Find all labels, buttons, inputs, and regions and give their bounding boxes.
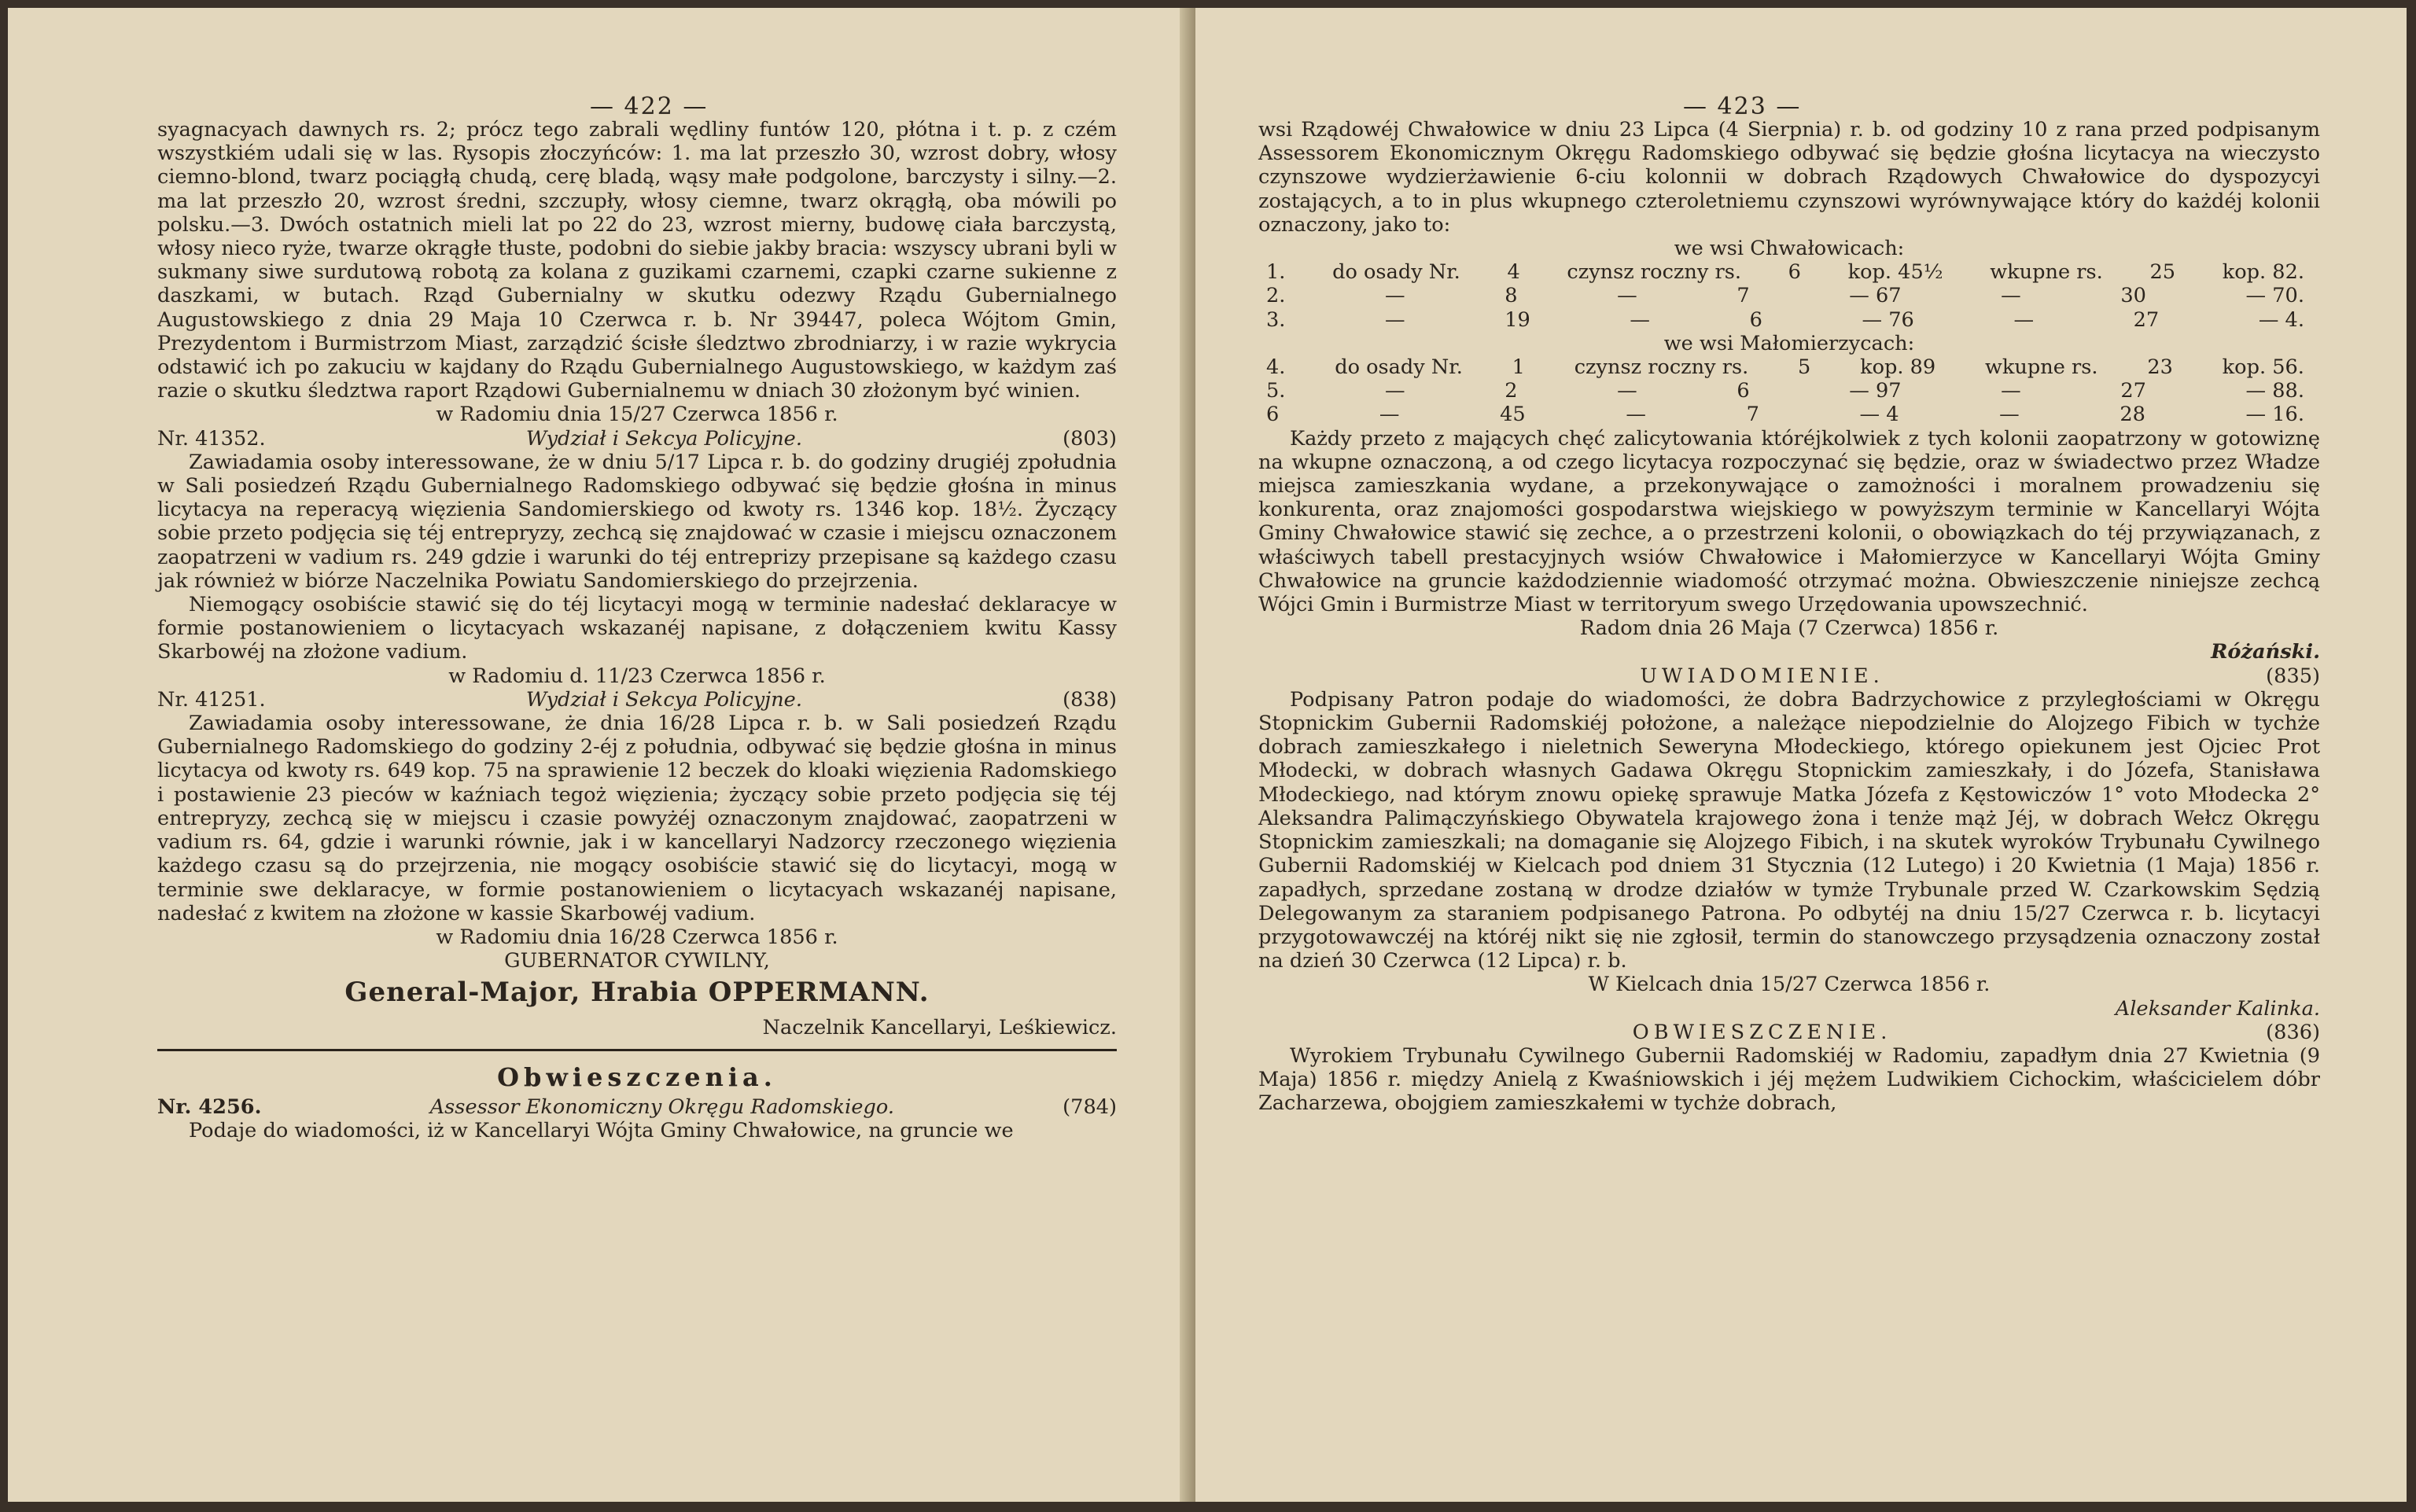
governor-name: General-Major, Hrabia OPPERMANN. bbox=[344, 977, 930, 1009]
notice-title: OBWIESZCZENIE. bbox=[1632, 1020, 1892, 1044]
right-page-text bbox=[1258, 118, 2320, 1116]
section-title: Obwieszczenia. bbox=[497, 1061, 777, 1092]
table-cell: wkupne rs. bbox=[1990, 260, 2103, 285]
table-cell: — 4 bbox=[1859, 403, 1899, 427]
table-cell: 2 bbox=[1504, 379, 1518, 403]
table-row bbox=[1258, 260, 2320, 284]
table-cell: — bbox=[1617, 379, 1637, 403]
notice-code: (836) bbox=[2266, 1020, 2320, 1044]
left-page bbox=[8, 8, 1188, 1502]
table-cell: — 67 bbox=[1849, 284, 1902, 308]
notice-department: Wydział i Sekcya Policyjne. bbox=[525, 687, 802, 712]
table-cell: — bbox=[1385, 379, 1405, 403]
paragraph: wsi Rządowéj Chwałowice w dniu 23 Lipca (4 Sierpnia) r. b. od godziny 10 z rana przed podpisanym Assessorem Ekonomicznym Okręgu Radomskiego odbywać się będzie głośna licytacya na wieczysto czynszowe wydzierżawienie 6-ciu kolonnii w dobrach Rządowych Chwałowice do dyspozycyi zostających, a to in plus wkupnego czteroletniemu czynszowi wyrównywające który do każdéj kolonii oznaczony, jako to: bbox=[1258, 118, 2320, 237]
table-cell: — 97 bbox=[1849, 379, 1902, 403]
table-cell: kop. 82. bbox=[2222, 260, 2304, 285]
table-cell: 25 bbox=[2149, 260, 2176, 285]
table-cell: — bbox=[1999, 403, 2020, 427]
left-page-text bbox=[157, 118, 1117, 1142]
table-cell: 2. bbox=[1266, 284, 1286, 308]
village-heading: we wsi Chwałowicach: bbox=[1674, 237, 1905, 261]
table-cell: kop. 89 bbox=[1860, 355, 1936, 380]
table-cell: 6 bbox=[1788, 260, 1801, 285]
table-cell: 1. bbox=[1266, 260, 1286, 285]
table-cell: czynsz roczny rs. bbox=[1567, 260, 1741, 285]
table-cell: 19 bbox=[1504, 307, 1530, 332]
paragraph: Podpisany Patron podaje do wiadomości, że dobra Badrzychowice z przyległościami w Okręgu Stopnickim Gubernii Radomskiéj położone, a należące niepodzielnie do Alojzego Fibich w tychże dobrach zamieszkałego i nieletnich Seweryna Młodeckiego, którego opiekunem jest Ojciec Prot Młodecki, w dobrach własnych Gadawa Okręgu Stopnickim zamieszkały, i do Józefa, Stanisława Młodeckiego, nad którym znowu opiekę sprawuje Matka Józefa z Kęstowiczów 1° voto Młodecka 2° Aleksandra Palimączyńskiego Obywatela krajowego żona i tenże mąż Jéj, w dobrach Wełcz Okręgu Stopnickim zamieszkali; na domaganie się Alojzego Fibich, i na skutek wyroków Trybunału Cywilnego Gubernii Radomskiéj w Kielcach pod dniem 31 Stycznia (12 Lutego) i 20 Kwietnia (1 Maja) 1856 r. zapadłych, sprzedane zostaną w drodze działów w tymże Trybunale przed W. Czarkowskim Sędzią Delegowanym za staraniem podpisanego Patrona. Po odbytéj na dniu 15/27 Czerwca r. b. licytacyi przygotowawczéj na któréj nikt się nie zgłosił, termin do stanowczego przysądzenia oznaczony został na dzień 30 Czerwca (12 Lipca) r. b. bbox=[1258, 687, 2320, 973]
paragraph: syagnacyach dawnych rs. 2; prócz tego zabrali wędliny funtów 120, płótna i t. p. z czém wszystkiém udali się w las. Rysopis złoczyńców: 1. ma lat przeszło 30, wzrost dobry, włosy ciemno-blond, twarz pociągłą chudą, cerę bladą, wąsy małe podgolone, barczysty i silny.—2. ma lat przeszło 20, wzrost średni, szczupły, włosy ciemne, twarz okrągłą, oba mówili po polsku.—3. Dwóch ostatnich mieli lat po 22 do 23, wzrost mierny, budowę ciała barczystą, włosy nieco ryże, twarze okrągłe tłuste, podobni do siebie jakby bracia: wszyscy ubrani byli w sukmany siwe surdutową robotą za kolana z guzikami czarnemi, czapki czarne sukienne z daszkami, w butach. Rząd Gubernialny w skutku odezwy Rządu Gubernialnego Augustowskiego z dnia 29 Maja 10 Czerwca r. b. Nr 39447, poleca Wójtom Gmin, Prezydentom i Burmistrzom Miast, zarządzić ścisłe śledztwo zbrodniarzy, i w razie wykrycia odstawić ich po zakuciu w kajdany do Rządu Gubernialnego Augustowskiego, w każdym zaś razie o skutku śledztwa raport Rządowi Gubernialnemu w dniach 30 złożonym być winien. bbox=[157, 118, 1117, 403]
table-cell: 28 bbox=[2120, 403, 2145, 427]
village-heading: we wsi Małomierzycach: bbox=[1663, 331, 1915, 355]
date-line: w Radomiu dnia 15/27 Czerwca 1856 r. bbox=[436, 403, 838, 427]
table-cell: — bbox=[1630, 307, 1651, 332]
table-cell: 5 bbox=[1798, 355, 1811, 380]
notice-code: (838) bbox=[1063, 687, 1117, 712]
date-line: w Radomiu d. 11/23 Czerwca 1856 r. bbox=[448, 664, 826, 688]
table-row bbox=[1258, 308, 2320, 332]
notice-number: Nr. 41251. bbox=[157, 687, 266, 712]
colony-table-2 bbox=[1258, 355, 2320, 427]
table-cell: — bbox=[2001, 284, 2021, 308]
notice-header bbox=[1258, 664, 2320, 688]
table-cell: 7 bbox=[1746, 403, 1759, 427]
notice-number: Nr. 4256. bbox=[157, 1094, 262, 1119]
notice-department: Wydział i Sekcya Policyjne. bbox=[525, 426, 802, 451]
signature: Aleksander Kalinka. bbox=[2115, 996, 2320, 1021]
table-cell: 45 bbox=[1500, 403, 1526, 427]
date-line: w Radomiu dnia 16/28 Czerwca 1856 r. bbox=[436, 925, 838, 949]
page-number: — 422 — bbox=[590, 93, 709, 120]
paragraph: Podaje do wiadomości, iż w Kancellaryi Wójta Gminy Chwałowice, na gruncie we bbox=[189, 1119, 1014, 1143]
table-cell: — bbox=[1379, 403, 1400, 427]
notice-code: (835) bbox=[2266, 664, 2320, 688]
table-cell: 4. bbox=[1266, 355, 1286, 380]
paragraph: Każdy przeto z mających chęć zalicytowania któréjkolwiek z tych kolonii zaopatrzony w gotowiznę na wkupne oznaczoną, a od czego licytacya rozpoczynać się będzie, oraz w świadectwo przez Władze miejsca zamieszkania wydane, a przekonywające o zamożności i moralnem prowadzeniu się konkurenta, oraz znajomości gospodarstwa wiejskiego w powyższym terminie w Kancellaryi Wójta Gminy Chwałowice stawić się zechce, a o przestrzeni kolonii, o obowiązkach do téj przywiązanach, z właściwych tabell prestacyjnych wsiów Chwałowice i Małomierzyce w Kancellaryi Wójta Gminy Chwałowice na gruncie każdodziennie wiadomość otrzymać można. Obwieszczenie niniejsze zechcą Wójci Gmin i Burmistrze Miast w territoryum swego Urzędowania upowszechnić. bbox=[1258, 426, 2320, 617]
chancellery-signature: Naczelnik Kancellaryi, Leśkiewicz. bbox=[762, 1015, 1117, 1039]
table-row bbox=[1258, 355, 2320, 379]
date-line: Radom dnia 26 Maja (7 Czerwca) 1856 r. bbox=[1579, 616, 1999, 641]
notice-header bbox=[1258, 1021, 2320, 1044]
table-cell: 6 bbox=[1266, 403, 1280, 427]
right-page bbox=[1195, 8, 2407, 1502]
page-number: — 423 — bbox=[1683, 93, 1802, 120]
table-cell: kop. 45½ bbox=[1847, 260, 1943, 285]
table-cell: 8 bbox=[1504, 284, 1518, 308]
table-cell: 5. bbox=[1266, 379, 1286, 403]
table-cell: — 70. bbox=[2245, 284, 2304, 308]
table-cell: — bbox=[1385, 284, 1405, 308]
table-cell: wkupne rs. bbox=[1984, 355, 2098, 380]
table-cell: — bbox=[2001, 379, 2021, 403]
table-cell: 3. bbox=[1266, 307, 1286, 332]
table-cell: do osady Nr. bbox=[1332, 260, 1460, 285]
table-cell: — bbox=[1626, 403, 1646, 427]
table-cell: 6 bbox=[1736, 379, 1750, 403]
notice-code: (784) bbox=[1063, 1094, 1117, 1119]
table-cell: czynsz roczny rs. bbox=[1574, 355, 1749, 380]
table-row bbox=[1258, 284, 2320, 307]
table-cell: 27 bbox=[2120, 379, 2146, 403]
notice-title: UWIADOMIENIE. bbox=[1640, 664, 1884, 688]
table-cell: 30 bbox=[2120, 284, 2146, 308]
table-cell: 6 bbox=[1749, 307, 1762, 332]
notice-header bbox=[157, 427, 1117, 451]
notice-header bbox=[157, 688, 1117, 712]
signature: Różański. bbox=[2211, 640, 2320, 664]
notice-code: (803) bbox=[1063, 426, 1117, 451]
colony-table-1 bbox=[1258, 260, 2320, 332]
table-cell: kop. 56. bbox=[2222, 355, 2304, 380]
table-cell: 23 bbox=[2147, 355, 2173, 380]
paragraph: Wyrokiem Trybunału Cywilnego Gubernii Radomskiéj w Radomiu, zapadłym dnia 27 Kwietnia (9 Maja) 1856 r. między Anielą z Kwaśniowskich i jéj mężem Ludwikiem Cichockim, właścicielem dóbr Zacharzewa, obojgiem zamieszkałemi w tychże dobrach, bbox=[1258, 1043, 2320, 1116]
table-cell: — bbox=[2013, 307, 2035, 332]
table-cell: — bbox=[1617, 284, 1637, 308]
governor-title: GUBERNATOR CYWILNY, bbox=[504, 949, 770, 973]
notice-header bbox=[157, 1095, 1117, 1119]
notice-number: Nr. 41352. bbox=[157, 426, 266, 451]
paragraph: Zawiadamia osoby interessowane, że dnia 16/28 Lipca r. b. w Sali posiedzeń Rządu Gubernialnego Radomskiego do godziny 2-éj z południa, odbywać się będzie głośna in minus licytacya od kwoty rs. 649 kop. 75 na sprawienie 12 beczek do kloaki więzienia Radomskiego i postawienie 23 pieców w kaźniach tegoż więzienia; życzący sobie przeto podjęcia się téj entrepryzy, zechcą się w miejscu i czasie powyżéj oznaczonym znajdować, zaopatrzeni w vadium rs. 64, gdzie i warunki równie, jak i w kancellaryi Nadzorcy rzeczonego więzienia każdego czasu są do przejrzenia, nie mogący osobiście stawić się do licytacyi, mogą w terminie swe deklaracye, w formie postanowieniem o licytacyach wskazanéj napisane, nadesłać z kwitem na złożone w kassie Skarbowéj vadium. bbox=[157, 712, 1117, 925]
table-cell: — 4. bbox=[2258, 307, 2304, 332]
table-cell: — 88. bbox=[2245, 379, 2304, 403]
notice-department: Assessor Ekonomiczny Okręgu Radomskiego. bbox=[429, 1094, 894, 1119]
table-cell: 4 bbox=[1507, 260, 1520, 285]
table-row bbox=[1258, 403, 2320, 426]
date-line: W Kielcach dnia 15/27 Czerwca 1856 r. bbox=[1588, 973, 1991, 997]
table-row bbox=[1258, 379, 2320, 403]
paragraph: Zawiadamia osoby interessowane, że w dniu 5/17 Lipca r. b. do godziny drugiéj zpołudnia w Sali posiedzeń Rządu Gubernialnego Radomskiego odbywać się będzie głośna in minus licytacya na reperacyą więzienia Sandomierskiego od kwoty rs. 1346 kop. 18½. Życzący sobie przeto podjęcia się téj entrepryzy, zechcą się znajdować w czasie i miejscu oznaczonem zaopatrzeni w vadium rs. 249 gdzie i warunki do téj entreprizy przepisane są każdego czasu jak również w biórze Naczelnika Powiatu Sandomierskiego do przejrzenia. bbox=[157, 450, 1117, 593]
table-cell: — bbox=[1385, 307, 1405, 332]
table-cell: 1 bbox=[1512, 355, 1525, 380]
table-cell: — 76 bbox=[1862, 307, 1914, 332]
table-cell: 27 bbox=[2133, 307, 2160, 332]
table-cell: 7 bbox=[1736, 284, 1750, 308]
paragraph: Niemogący osobiście stawić się do téj licytacyi mogą w terminie nadesłać deklaracye w formie postanowieniem o licytacyach wskazanéj napisane, z dołączeniem kwitu Kassy Skarbowéj na złożone vadium. bbox=[157, 593, 1117, 664]
divider bbox=[157, 1049, 1117, 1051]
table-cell: — 16. bbox=[2245, 403, 2304, 427]
table-cell: do osady Nr. bbox=[1335, 355, 1463, 380]
